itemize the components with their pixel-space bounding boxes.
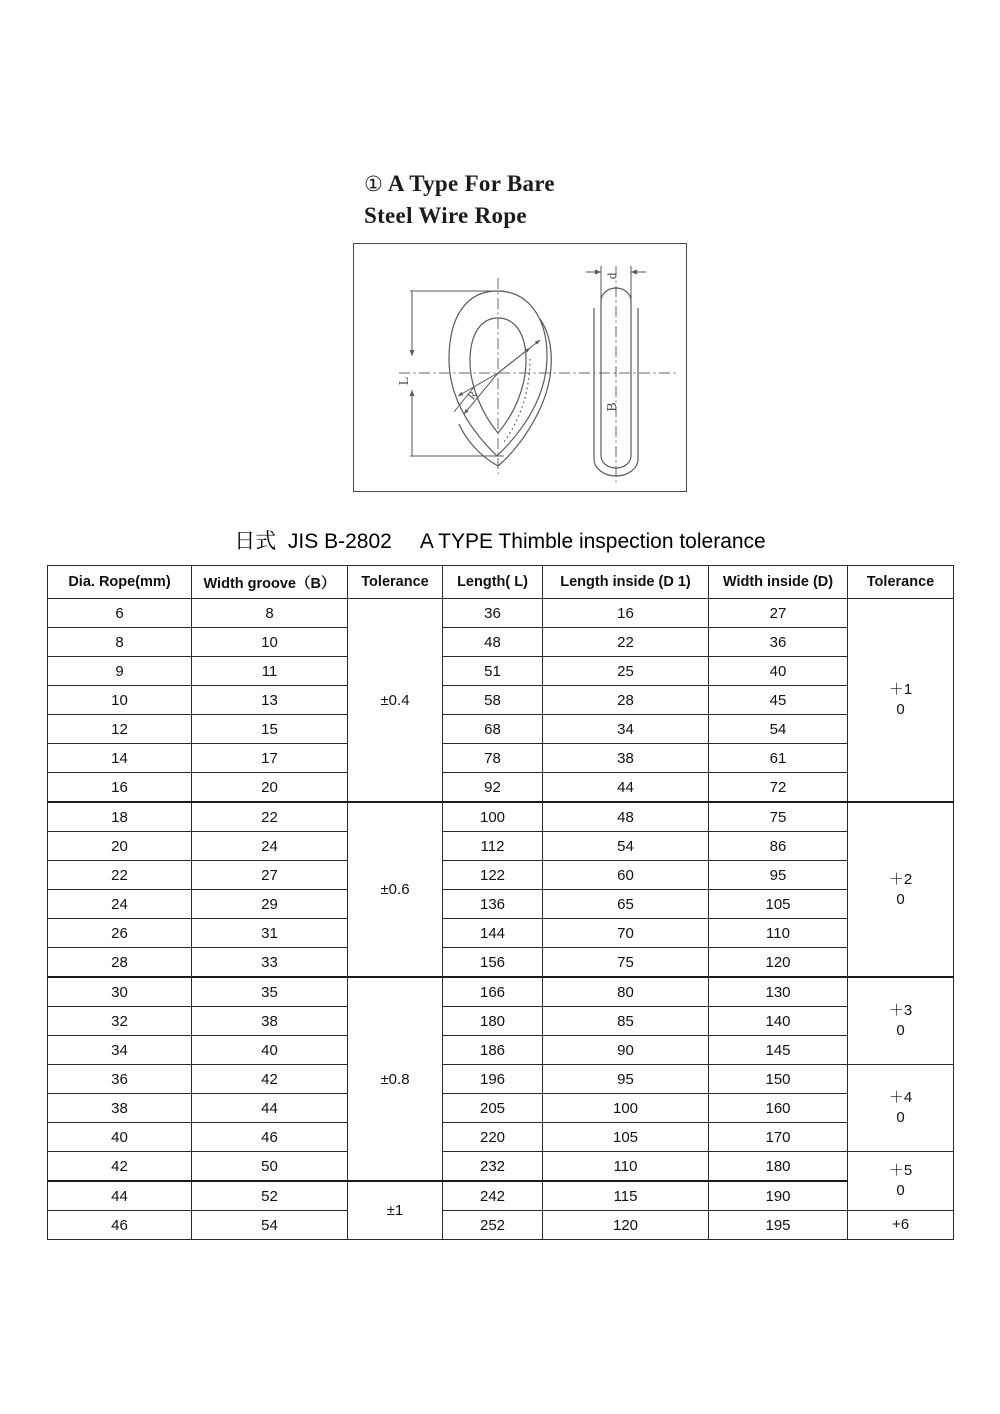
tolerance-upper: ＋1 <box>888 681 913 698</box>
cell-tolerance-inside <box>848 1065 954 1152</box>
radius-leader-3 <box>458 373 498 396</box>
cell-dia-rope: 18 <box>48 802 192 832</box>
cell-width-groove: 27 <box>192 861 348 890</box>
table-row <box>48 773 954 803</box>
table-row <box>48 715 954 744</box>
cell-width-inside: 54 <box>709 715 848 744</box>
table-caption: 日式 JIS B-2802 A TYPE Thimble inspection tolerance <box>234 530 766 553</box>
document-heading <box>364 168 704 231</box>
cell-dia-rope: 22 <box>48 861 192 890</box>
cell-tolerance-inside <box>848 802 954 977</box>
cell-length-inside: 28 <box>543 686 709 715</box>
thimble-hidden-edge <box>504 359 530 442</box>
cell-length-inside: 70 <box>543 919 709 948</box>
cell-width-groove: 31 <box>192 919 348 948</box>
table-row <box>48 832 954 861</box>
cell-length-inside: 25 <box>543 657 709 686</box>
cell-width-inside: 75 <box>709 802 848 832</box>
dimension-label-L: L <box>397 376 412 386</box>
tolerance-upper: ＋3 <box>888 1002 913 1019</box>
cell-dia-rope: 38 <box>48 1094 192 1123</box>
heading-line-2: Steel Wire Rope <box>364 203 527 228</box>
cell-width-inside: 36 <box>709 628 848 657</box>
table-row <box>48 1152 954 1182</box>
table-header-row <box>48 566 954 599</box>
cell-width-inside: 195 <box>709 1211 848 1240</box>
cell-width-groove: 35 <box>192 977 348 1007</box>
radius-annotation: R <box>465 389 480 403</box>
cell-length-inside: 48 <box>543 802 709 832</box>
cell-dia-rope: 12 <box>48 715 192 744</box>
thimble-flange-lower <box>459 424 498 466</box>
cell-length-inside: 85 <box>543 1007 709 1036</box>
cell-dia-rope: 24 <box>48 890 192 919</box>
table-row <box>48 1211 954 1240</box>
table-row <box>48 628 954 657</box>
cell-width-groove: 8 <box>192 599 348 628</box>
cell-width-groove: 33 <box>192 948 348 978</box>
cell-width-groove: 42 <box>192 1065 348 1094</box>
cell-width-inside: 86 <box>709 832 848 861</box>
table-row <box>48 1036 954 1065</box>
table-row <box>48 977 954 1007</box>
cell-width-groove: 29 <box>192 890 348 919</box>
cell-length-inside: 115 <box>543 1181 709 1211</box>
cell-length: 144 <box>443 919 543 948</box>
cell-tolerance-groove: ±0.8 <box>348 977 443 1181</box>
cell-length-inside: 65 <box>543 890 709 919</box>
header-length-inside: Length inside (D 1) <box>543 566 709 599</box>
table-row <box>48 744 954 773</box>
cell-length: 122 <box>443 861 543 890</box>
table-row <box>48 599 954 628</box>
cell-width-groove: 40 <box>192 1036 348 1065</box>
cell-width-groove: 13 <box>192 686 348 715</box>
cell-dia-rope: 30 <box>48 977 192 1007</box>
cell-length-inside: 105 <box>543 1123 709 1152</box>
cell-dia-rope: 9 <box>48 657 192 686</box>
cell-length: 92 <box>443 773 543 803</box>
cell-dia-rope: 16 <box>48 773 192 803</box>
cell-width-groove: 10 <box>192 628 348 657</box>
cell-width-inside: 170 <box>709 1123 848 1152</box>
cell-dia-rope: 46 <box>48 1211 192 1240</box>
table-row <box>48 802 954 832</box>
table-body <box>48 599 954 1240</box>
header-tolerance-d: Tolerance <box>848 566 954 599</box>
cell-dia-rope: 8 <box>48 628 192 657</box>
table-row <box>48 919 954 948</box>
tolerance-upper: ＋5 <box>888 1162 913 1179</box>
cell-dia-rope: 26 <box>48 919 192 948</box>
cell-dia-rope: 32 <box>48 1007 192 1036</box>
cell-length-inside: 22 <box>543 628 709 657</box>
cell-width-inside: 95 <box>709 861 848 890</box>
cell-width-groove: 46 <box>192 1123 348 1152</box>
cell-tolerance-inside <box>848 599 954 803</box>
cell-length: 186 <box>443 1036 543 1065</box>
cell-dia-rope: 14 <box>48 744 192 773</box>
cell-width-inside: 105 <box>709 890 848 919</box>
table-row <box>48 1181 954 1211</box>
cell-length: 68 <box>443 715 543 744</box>
cell-length-inside: 16 <box>543 599 709 628</box>
cell-width-inside: 190 <box>709 1181 848 1211</box>
thimble-inner-contour <box>470 318 526 433</box>
cell-length-inside: 54 <box>543 832 709 861</box>
cell-length: 136 <box>443 890 543 919</box>
tolerance-lower: 0 <box>896 1109 905 1126</box>
cell-dia-rope: 28 <box>48 948 192 978</box>
cell-length: 100 <box>443 802 543 832</box>
cell-tolerance-inside <box>848 977 954 1065</box>
technical-drawing-frame <box>353 243 687 492</box>
cell-length: 220 <box>443 1123 543 1152</box>
cell-width-groove: 22 <box>192 802 348 832</box>
table-row <box>48 948 954 978</box>
tolerance-upper: ＋2 <box>888 870 913 888</box>
cell-length: 232 <box>443 1152 543 1182</box>
cell-dia-rope: 42 <box>48 1152 192 1182</box>
cell-length: 166 <box>443 977 543 1007</box>
cell-width-inside: 130 <box>709 977 848 1007</box>
tolerance-lower: 0 <box>896 890 905 908</box>
table-row <box>48 657 954 686</box>
cell-width-inside: 61 <box>709 744 848 773</box>
cell-tolerance-groove: ±0.6 <box>348 802 443 977</box>
tolerance-upper: +6 <box>891 1216 910 1233</box>
cell-length-inside: 44 <box>543 773 709 803</box>
dimension-label-d: d <box>604 272 619 280</box>
cell-width-groove: 20 <box>192 773 348 803</box>
tolerance-lower: 0 <box>896 701 905 718</box>
cell-width-inside: 180 <box>709 1152 848 1182</box>
cell-length-inside: 80 <box>543 977 709 1007</box>
cell-length: 112 <box>443 832 543 861</box>
cell-length-inside: 120 <box>543 1211 709 1240</box>
circled-number-icon: ① <box>364 172 384 196</box>
cell-length-inside: 60 <box>543 861 709 890</box>
cell-width-groove: 38 <box>192 1007 348 1036</box>
cell-width-groove: 50 <box>192 1152 348 1182</box>
cell-width-inside: 140 <box>709 1007 848 1036</box>
header-tolerance-b: Tolerance <box>348 566 443 599</box>
table-row <box>48 1123 954 1152</box>
cell-length-inside: 75 <box>543 948 709 978</box>
cell-tolerance-inside <box>848 1152 954 1211</box>
thimble-flange-sweep <box>498 319 551 466</box>
header-length: Length( L) <box>443 566 543 599</box>
cell-dia-rope: 10 <box>48 686 192 715</box>
cell-width-groove: 54 <box>192 1211 348 1240</box>
cell-length-inside: 38 <box>543 744 709 773</box>
heading-line-1: A Type For Bare <box>387 171 555 196</box>
cell-width-inside: 160 <box>709 1094 848 1123</box>
cell-width-inside: 120 <box>709 948 848 978</box>
table-row <box>48 1065 954 1094</box>
cell-width-groove: 15 <box>192 715 348 744</box>
cell-length: 48 <box>443 628 543 657</box>
cell-width-inside: 45 <box>709 686 848 715</box>
tolerance-upper: ＋4 <box>888 1089 913 1106</box>
cell-width-inside: 150 <box>709 1065 848 1094</box>
table-row <box>48 1007 954 1036</box>
cell-width-groove: 44 <box>192 1094 348 1123</box>
cell-width-groove: 24 <box>192 832 348 861</box>
cell-width-groove: 11 <box>192 657 348 686</box>
cell-width-inside: 145 <box>709 1036 848 1065</box>
cell-length: 156 <box>443 948 543 978</box>
cell-length: 252 <box>443 1211 543 1240</box>
cell-length-inside: 90 <box>543 1036 709 1065</box>
cell-length-inside: 110 <box>543 1152 709 1182</box>
cell-length-inside: 100 <box>543 1094 709 1123</box>
cell-width-inside: 110 <box>709 919 848 948</box>
tolerance-lower: 0 <box>896 1182 905 1199</box>
cell-width-groove: 52 <box>192 1181 348 1211</box>
cell-length: 58 <box>443 686 543 715</box>
cell-length-inside: 95 <box>543 1065 709 1094</box>
cell-dia-rope: 20 <box>48 832 192 861</box>
table-row <box>48 890 954 919</box>
cell-length: 205 <box>443 1094 543 1123</box>
cell-width-inside: 72 <box>709 773 848 803</box>
cell-length: 78 <box>443 744 543 773</box>
cell-dia-rope: 36 <box>48 1065 192 1094</box>
table-row <box>48 686 954 715</box>
thimble-drawing <box>354 244 688 493</box>
cell-length: 242 <box>443 1181 543 1211</box>
dimension-label-B: B <box>605 402 620 412</box>
cell-width-groove: 17 <box>192 744 348 773</box>
cell-length: 196 <box>443 1065 543 1094</box>
cell-length: 51 <box>443 657 543 686</box>
cell-length: 180 <box>443 1007 543 1036</box>
cell-dia-rope: 34 <box>48 1036 192 1065</box>
cell-tolerance-groove: ±1 <box>348 1181 443 1240</box>
tolerance-lower: 0 <box>896 1022 905 1039</box>
thimble-tolerance-table <box>47 565 954 1240</box>
header-width-inside: Width inside (D) <box>709 566 848 599</box>
header-width-groove: Width groove（B） <box>192 566 348 599</box>
table-row <box>48 1094 954 1123</box>
cell-length-inside: 34 <box>543 715 709 744</box>
cell-tolerance-inside <box>848 1211 954 1240</box>
cell-dia-rope: 40 <box>48 1123 192 1152</box>
cell-dia-rope: 44 <box>48 1181 192 1211</box>
cell-tolerance-groove: ±0.4 <box>348 599 443 803</box>
cell-width-inside: 27 <box>709 599 848 628</box>
cell-length: 36 <box>443 599 543 628</box>
cell-width-inside: 40 <box>709 657 848 686</box>
cell-dia-rope: 6 <box>48 599 192 628</box>
table-row <box>48 861 954 890</box>
header-dia-rope: Dia. Rope(mm) <box>48 566 192 599</box>
